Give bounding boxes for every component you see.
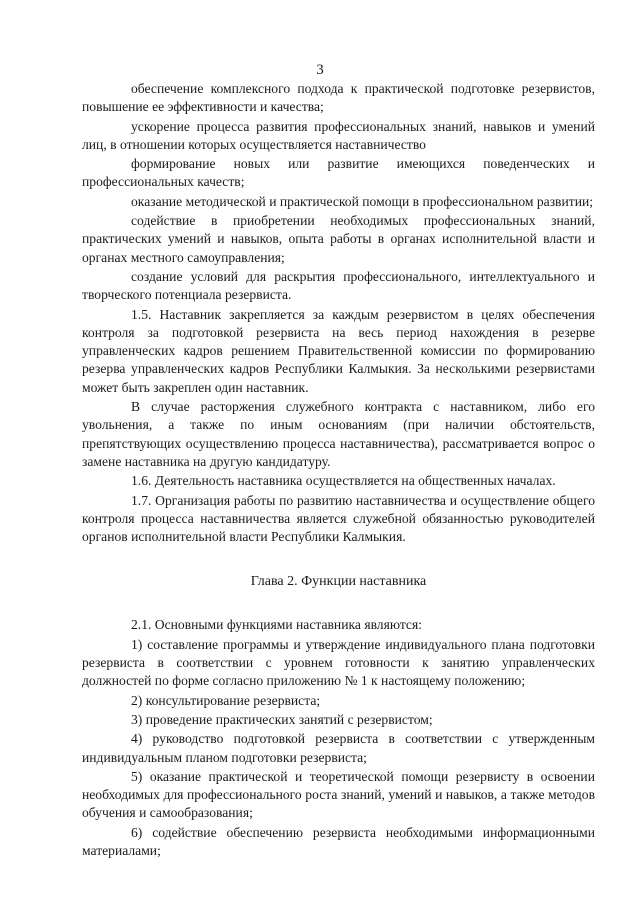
paragraph: содействие в приобретении необходимых профессиональных знаний, практических умений и навыков, опыта работы в органах исполнительной власти и органах местного самоуправления; [82,213,595,265]
page-number: 3 [316,62,324,78]
paragraph: формирование новых или развитие имеющихся поведенческих и профессиональных качеств; [82,156,595,190]
document-body [82,80,595,860]
paragraph: 1.6. Деятельность наставника осуществляется на общественных началах. [131,473,556,489]
list-item: 2) консультирование резервиста; [131,692,321,708]
list-item: 1) составление программы и утверждение индивидуального плана подготовки резервиста в соответствии с уровнем готовности к занятию управленческих должностей по форме согласно приложению № 1 к настоящему положению; [82,636,595,689]
list-item: 3) проведение практических занятий с резервистом; [131,711,433,727]
paragraph: ускорение процесса развития профессиональных знаний, навыков и умений лиц, в отношении которых осуществляется наставничество [82,118,595,152]
paragraph: В случае расторжения служебного контракта с наставником, либо его увольнения, а также по иным основаниям (при наличии обстоятельств, препятствующих осуществлению процесса наставничества), рассматривается вопрос о замене наставника на другую кандидатуру. [82,399,595,469]
paragraph: 1.7. Организация работы по развитию наставничества и осуществление общего контроля процесса наставничества является служебной обязанностью руководителей органов исполнительной власти Республики Калмыкия. [82,492,595,545]
paragraph: 2.1. Основными функциями наставника являются: [131,617,422,633]
paragraph: создание условий для раскрытия профессионального, интеллектуального и творческого потенциала резервиста. [82,268,595,303]
list-item: 6) содействие обеспечению резервиста необходимыми информационными материалами; [82,824,595,858]
paragraph: оказание методической и практической помощи в профессиональном развитии; [131,193,594,209]
list-item: 5) оказание практической и теоретической помощи резервисту в освоении необходимых для профессионального роста знаний, умений и навыков, а также методов обучения и самообразования; [82,768,595,821]
list-item: 4) руководство подготовкой резервиста в соответствии с утвержденным индивидуальным планом подготовки резервиста; [82,731,595,765]
paragraph: 1.5. Наставник закрепляется за каждым резервистом в целях обеспечения контроля за подготовкой резервиста на весь период нахождения в резерве управленческих кадров решением Правительственной комиссии по формированию резерва управленческих кадров Республики Калмыкия. За несколькими резервистами может быть закреплен один наставник. [82,306,595,395]
chapter-heading: Глава 2. Функции наставника [250,574,427,590]
paragraph: обеспечение комплексного подхода к практической подготовке резервистов, повышение ее эффективности и качества; [82,81,595,115]
